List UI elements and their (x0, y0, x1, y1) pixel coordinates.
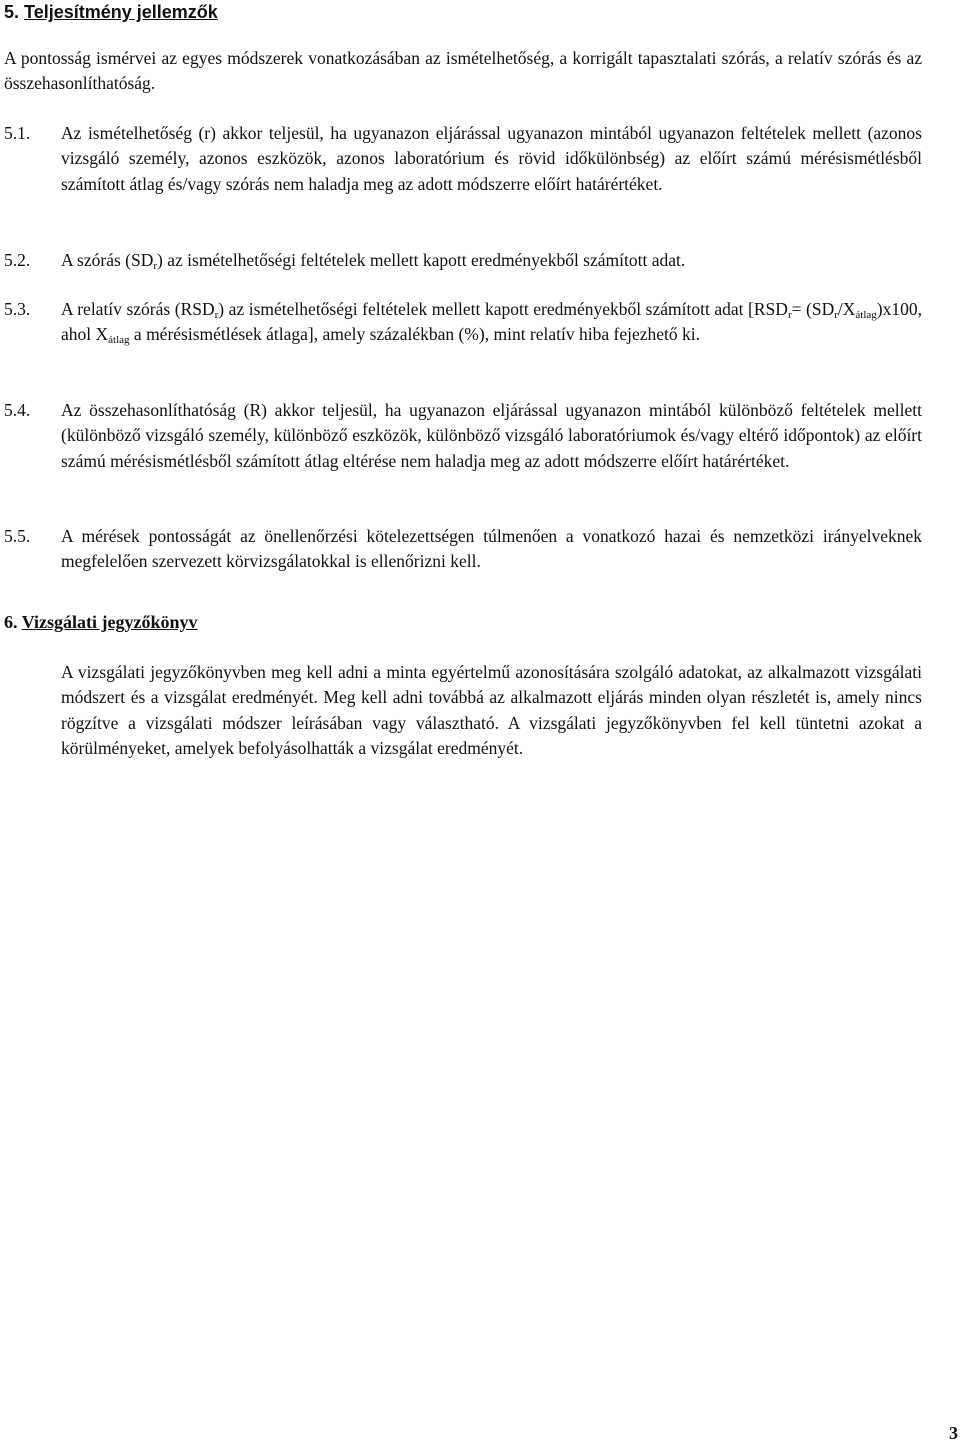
text-run: ) az ismételhetőségi feltételek mellett kapott eredményekből számított adat [RSD (218, 299, 788, 319)
page-number: 3 (949, 1423, 958, 1443)
subscript: r (834, 309, 838, 321)
subscript: átlag (108, 334, 130, 347)
item-text (61, 248, 922, 273)
item-number: 5.3. (4, 299, 31, 319)
subscript: r (787, 309, 792, 321)
text-run: ) az ismételhetőségi feltételek mellett kapott eredményekből számított adat. (157, 250, 686, 270)
item-5-1 (4, 121, 922, 197)
text-run: )x100, ahol X (61, 299, 922, 345)
item-number: 5.5. (4, 526, 31, 546)
item-text: Az összehasonlíthatóság (R) akkor teljesül, ha ugyanazon eljárással ugyanazon mintából különböző feltételek mellett (különböző vizsgáló személy, különböző eszközök, különböző vizsgáló laboratóriumok és/vagy eltérő időpontok) az előírt számú mérésismétlésből számított átlag eltérése nem haladja meg az adott módszerre előírt határértéket. (61, 400, 922, 471)
text-run: = (SD (791, 299, 835, 319)
text-run: /X (837, 299, 856, 319)
item-5-3 (4, 297, 922, 348)
section-5-number: 5. (4, 2, 20, 22)
item-text: A mérések pontosságát az önellenőrzési kötelezettségen túlmenően a vonatkozó hazai és nemzetközi irányelveknek megfelelően szervezett körvizsgálatokkal is ellenőrizni kell. (61, 526, 922, 572)
text-run: A szórás (SD (61, 250, 154, 270)
item-5-4 (4, 398, 922, 474)
text-run: a mérésismétlések átlaga], amely százalékban (%), mint relatív hiba fejezhető ki. (129, 324, 700, 345)
subscript: r (153, 260, 158, 272)
item-number: 5.1. (4, 123, 31, 143)
item-text (61, 297, 922, 348)
section-5-heading (4, 0, 218, 25)
item-text: Az ismételhetőség (r) akkor teljesül, ha ugyanazon eljárással ugyanazon mintából ugyanazon feltételek mellett (azonos vizsgáló személy, azonos eszközök, azonos laboratórium és rövid időkülönbség) az előírt számú mérésismétlésből számított átlag és/vagy szórás nem haladja meg az adott módszerre előírt határértéket. (61, 123, 922, 194)
section-5-intro: A pontosság ismérvei az egyes módszerek vonatkozásában az ismételhetőség, a korrigált tapasztalati szórás, a relatív szórás és az összehasonlíthatóság. (4, 48, 922, 94)
text-run: A relatív szórás (RSD (61, 299, 215, 319)
subscript: r (214, 309, 219, 321)
section-5-title: Teljesítmény jellemzők (24, 2, 218, 22)
item-5-5 (4, 524, 922, 575)
item-number: 5.4. (4, 400, 31, 420)
section-6-text: A vizsgálati jegyzőkönyvben meg kell adni a minta egyértelmű azonosítására szolgáló adatokat, az alkalmazott vizsgálati módszert és a vizsgálat eredményét. Meg kell adni továbbá az alkalmazott eljárás minden olyan részletét is, amely nincs rögzítve a vizsgálati módszer leírásában vagy választható. A vizsgálati jegyzőkönyvben fel kell tüntetni azokat a körülményeket, amelyek befolyásolhatták a vizsgálat eredményét. (61, 662, 922, 758)
section-6-heading (4, 610, 198, 635)
item-5-2 (4, 248, 922, 273)
section-6-title: Vizsgálati jegyzőkönyv (21, 612, 198, 632)
subscript: átlag (855, 309, 877, 321)
item-number: 5.2. (4, 250, 31, 270)
section-6-number: 6. (4, 612, 18, 632)
